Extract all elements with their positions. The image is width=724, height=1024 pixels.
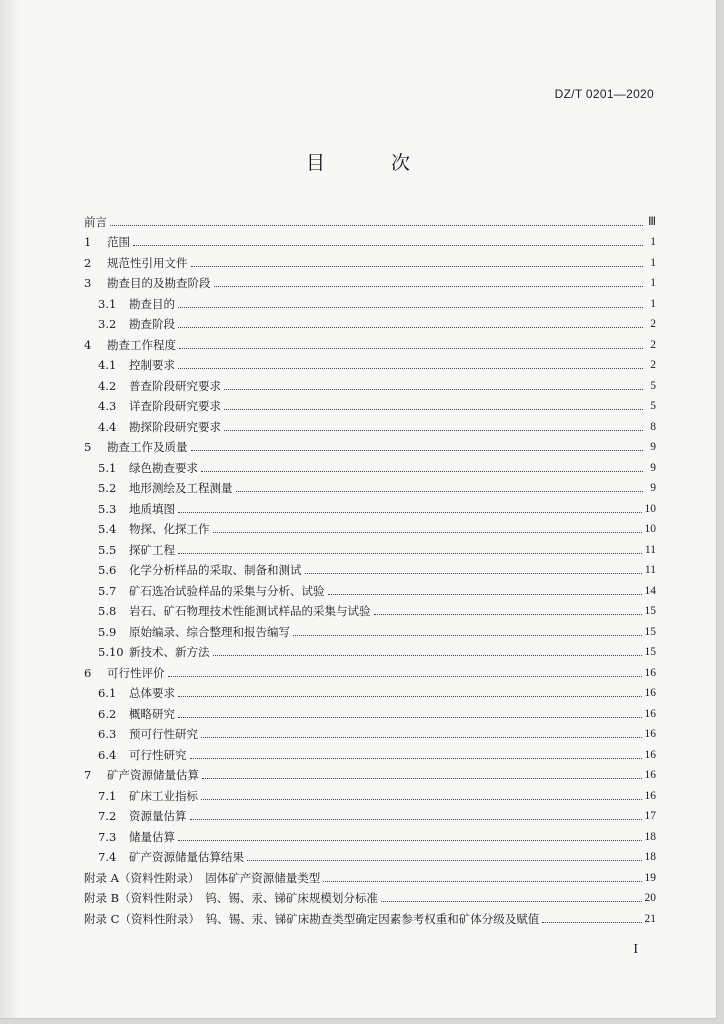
table-of-contents bbox=[84, 208, 656, 926]
toc-entry[interactable] bbox=[84, 495, 656, 516]
toc-dot-leader bbox=[110, 224, 643, 226]
toc-entry-title: 控制要求 bbox=[129, 358, 175, 372]
toc-entry-page: 2 bbox=[650, 359, 656, 371]
toc-entry-title: 详查阶段研究要求 bbox=[129, 399, 221, 413]
toc-entry[interactable] bbox=[84, 475, 656, 496]
toc-entry-title: 前言 bbox=[84, 214, 107, 229]
toc-entry[interactable] bbox=[84, 454, 656, 475]
toc-entry-page: 5 bbox=[650, 400, 656, 412]
toc-dot-leader bbox=[191, 449, 644, 451]
toc-entry-page: 16 bbox=[644, 666, 656, 679]
toc-entry[interactable] bbox=[84, 557, 656, 578]
toc-entry[interactable] bbox=[84, 270, 656, 291]
toc-entry-title: 普查阶段研究要求 bbox=[129, 378, 221, 393]
toc-entry-title: 地形测绘及工程测量 bbox=[129, 481, 233, 495]
toc-entry[interactable] bbox=[84, 598, 656, 619]
toc-entry-page: 14 bbox=[644, 584, 656, 597]
toc-entry-page: 16 bbox=[644, 789, 656, 802]
toc-entry-number: 3 bbox=[84, 276, 92, 290]
toc-entry-number: 7.3 bbox=[98, 829, 117, 844]
toc-entry-title: 矿石选冶试验样品的采集与分析、试验 bbox=[129, 583, 325, 598]
toc-entry[interactable] bbox=[84, 905, 656, 926]
toc-dot-leader bbox=[214, 285, 644, 287]
toc-entry[interactable] bbox=[84, 864, 656, 885]
toc-entry-title: 附录 B（资料性附录） 钨、锡、汞、锑矿床规模划分标准 bbox=[84, 891, 378, 905]
toc-entry-title: 新技术、新方法 bbox=[129, 645, 210, 659]
toc-entry-page: 10 bbox=[644, 502, 656, 515]
toc-dot-leader bbox=[178, 552, 642, 554]
toc-entry-title: 预可行性研究 bbox=[129, 727, 198, 741]
toc-entry-number: 5.9 bbox=[98, 624, 117, 639]
toc-dot-leader bbox=[133, 244, 643, 246]
page-number: I bbox=[633, 942, 638, 957]
toc-entry-page: 15 bbox=[644, 625, 656, 638]
toc-dot-leader bbox=[179, 347, 643, 349]
toc-entry-page: 2 bbox=[650, 318, 656, 330]
toc-entry-title: 矿产资源储量估算结果 bbox=[129, 850, 244, 864]
toc-entry-page: 16 bbox=[644, 687, 656, 699]
toc-entry-title: 勘查目的及勘查阶段 bbox=[107, 276, 211, 290]
toc-entry[interactable] bbox=[84, 290, 656, 311]
toc-dot-leader bbox=[328, 593, 642, 595]
toc-dot-leader bbox=[191, 265, 644, 267]
toc-entry-number: 5.6 bbox=[98, 563, 117, 577]
toc-dot-leader bbox=[178, 839, 642, 841]
toc-dot-leader bbox=[224, 388, 643, 390]
document-code: DZ/T 0201—2020 bbox=[554, 87, 654, 101]
toc-entry-page: 1 bbox=[650, 256, 656, 269]
toc-entry-page: 16 bbox=[644, 707, 656, 720]
toc-entry-page: 20 bbox=[644, 892, 656, 904]
toc-entry[interactable] bbox=[84, 311, 656, 332]
toc-entry-page: 9 bbox=[650, 482, 656, 494]
toc-entry-number: 6.3 bbox=[98, 727, 117, 741]
toc-entry[interactable] bbox=[84, 803, 656, 824]
toc-entry-page: 5 bbox=[650, 379, 656, 392]
toc-dot-leader bbox=[542, 921, 641, 923]
toc-entry-number: 1 bbox=[84, 235, 92, 249]
toc-dot-leader bbox=[178, 326, 643, 328]
toc-entry-title: 资源量估算 bbox=[129, 809, 187, 823]
toc-dot-leader bbox=[178, 511, 642, 513]
toc-entry-title: 范围 bbox=[107, 235, 130, 249]
toc-entry-title: 矿床工业指标 bbox=[129, 788, 198, 803]
toc-entry-title: 岩石、矿石物理技术性能测试样品的采集与试验 bbox=[129, 604, 371, 618]
toc-entry-number: 5.8 bbox=[98, 604, 117, 618]
toc-entry-number: 4.4 bbox=[98, 419, 117, 434]
toc-entry[interactable] bbox=[84, 721, 656, 742]
toc-dot-leader bbox=[213, 654, 642, 656]
toc-entry-page: 16 bbox=[644, 748, 656, 761]
toc-entry-title: 附录 A（资料性附录） 固体矿产资源储量类型 bbox=[84, 870, 321, 885]
toc-entry-title: 勘查工作及质量 bbox=[107, 440, 188, 454]
toc-entry-title: 绿色勘查要求 bbox=[129, 460, 198, 475]
toc-entry-number: 4.2 bbox=[98, 378, 117, 393]
toc-entry-title: 附录 C（资料性附录） 钨、锡、汞、锑矿床勘查类型确定因素参考权重和矿体分级及赋值 bbox=[84, 911, 540, 926]
toc-entry-number: 5.1 bbox=[98, 460, 117, 475]
toc-entry-number: 4.1 bbox=[98, 358, 117, 372]
toc-entry-page: 8 bbox=[650, 420, 656, 433]
toc-entry[interactable] bbox=[84, 782, 656, 803]
toc-entry-title: 物探、化探工作 bbox=[129, 522, 210, 536]
toc-dot-leader bbox=[178, 716, 642, 718]
toc-entry-number: 7 bbox=[84, 768, 92, 782]
toc-entry-page: 15 bbox=[644, 605, 656, 617]
toc-entry[interactable] bbox=[84, 659, 656, 680]
toc-entry-title: 可行性研究 bbox=[129, 747, 187, 762]
toc-entry-title: 概略研究 bbox=[129, 706, 175, 721]
toc-entry-title: 矿产资源储量估算 bbox=[107, 768, 199, 782]
toc-entry-title: 总体要求 bbox=[129, 686, 175, 700]
toc-entry[interactable] bbox=[84, 823, 656, 844]
toc-entry[interactable] bbox=[84, 680, 656, 701]
toc-entry[interactable] bbox=[84, 229, 656, 250]
toc-entry[interactable] bbox=[84, 393, 656, 414]
toc-dot-leader bbox=[201, 736, 642, 738]
toc-entry-page: 19 bbox=[644, 871, 656, 884]
toc-entry-number: 5.7 bbox=[98, 583, 117, 598]
toc-entry-title: 规范性引用文件 bbox=[107, 255, 188, 270]
toc-entry[interactable] bbox=[84, 352, 656, 373]
toc-dot-leader bbox=[201, 798, 642, 800]
toc-entry[interactable] bbox=[84, 372, 656, 393]
toc-entry[interactable] bbox=[84, 413, 656, 434]
toc-entry[interactable] bbox=[84, 885, 656, 906]
toc-entry[interactable] bbox=[84, 639, 656, 660]
toc-entry-title: 地质填图 bbox=[129, 501, 175, 516]
toc-entry-page: Ⅲ bbox=[648, 215, 656, 228]
toc-entry-title: 储量估算 bbox=[129, 829, 175, 844]
toc-entry-page: 9 bbox=[650, 461, 656, 474]
toc-entry[interactable] bbox=[84, 249, 656, 270]
toc-entry-title: 化学分析样品的采取、制备和测试 bbox=[129, 563, 302, 577]
toc-dot-leader bbox=[247, 859, 642, 861]
toc-dot-leader bbox=[323, 880, 641, 882]
toc-entry[interactable] bbox=[84, 434, 656, 455]
toc-entry-page: 17 bbox=[644, 810, 656, 822]
toc-entry-title: 勘查目的 bbox=[129, 296, 175, 311]
toc-dot-leader bbox=[178, 695, 642, 697]
toc-entry-title: 勘探阶段研究要求 bbox=[129, 419, 221, 434]
toc-entry-number: 3.2 bbox=[98, 317, 117, 331]
toc-entry-number: 7.2 bbox=[98, 809, 117, 823]
toc-entry[interactable] bbox=[84, 700, 656, 721]
toc-entry-page: 18 bbox=[644, 830, 656, 843]
toc-entry-page: 10 bbox=[644, 523, 656, 535]
toc-entry-number: 5.4 bbox=[98, 522, 117, 536]
toc-entry[interactable] bbox=[84, 331, 656, 352]
toc-entry-page: 9 bbox=[650, 441, 656, 453]
toc-dot-leader bbox=[178, 306, 643, 308]
toc-dot-leader bbox=[178, 367, 643, 369]
toc-entry-number: 2 bbox=[84, 255, 92, 270]
toc-entry-page: 1 bbox=[650, 236, 656, 248]
toc-entry-number: 7.1 bbox=[98, 788, 117, 803]
toc-dot-leader bbox=[293, 634, 642, 636]
toc-title: 目 次 bbox=[305, 152, 441, 174]
toc-entry-page: 1 bbox=[650, 277, 656, 289]
toc-entry-number: 4 bbox=[84, 337, 92, 352]
toc-dot-leader bbox=[213, 531, 642, 533]
toc-dot-leader bbox=[224, 408, 643, 410]
toc-entry-title: 原始编录、综合整理和报告编写 bbox=[129, 624, 290, 639]
toc-entry-number: 6.1 bbox=[98, 686, 117, 700]
toc-dot-leader bbox=[168, 675, 642, 677]
toc-entry-number: 5 bbox=[84, 440, 92, 454]
toc-entry-number: 5.3 bbox=[98, 501, 117, 516]
toc-entry-page: 11 bbox=[644, 564, 656, 576]
toc-dot-leader bbox=[374, 613, 642, 615]
toc-entry[interactable] bbox=[84, 536, 656, 557]
toc-entry[interactable] bbox=[84, 516, 656, 537]
toc-entry-number: 5.5 bbox=[98, 542, 117, 557]
toc-entry-page: 21 bbox=[644, 912, 656, 925]
toc-entry-number: 5.2 bbox=[98, 481, 117, 495]
toc-entry-page: 11 bbox=[644, 543, 656, 556]
toc-entry-page: 15 bbox=[644, 646, 656, 658]
toc-entry-title: 探矿工程 bbox=[129, 542, 175, 557]
toc-entry-page: 16 bbox=[644, 728, 656, 740]
toc-entry[interactable] bbox=[84, 762, 656, 783]
toc-entry[interactable] bbox=[84, 844, 656, 865]
toc-entry-number: 6.2 bbox=[98, 706, 117, 721]
toc-dot-leader bbox=[201, 470, 643, 472]
toc-entry-number: 6.4 bbox=[98, 747, 117, 762]
toc-dot-leader bbox=[224, 429, 643, 431]
toc-entry[interactable] bbox=[84, 577, 656, 598]
toc-entry-title: 勘查工作程度 bbox=[107, 337, 176, 352]
toc-entry-number: 6 bbox=[84, 665, 92, 680]
toc-entry[interactable] bbox=[84, 208, 656, 229]
toc-entry-title: 可行性评价 bbox=[107, 665, 165, 680]
toc-entry[interactable] bbox=[84, 618, 656, 639]
toc-entry-number: 3.1 bbox=[98, 296, 117, 311]
toc-dot-leader bbox=[190, 818, 642, 820]
toc-entry-page: 2 bbox=[650, 338, 656, 351]
toc-entry-number: 4.3 bbox=[98, 399, 117, 413]
toc-entry-number: 7.4 bbox=[98, 850, 117, 864]
toc-dot-leader bbox=[190, 757, 642, 759]
toc-dot-leader bbox=[202, 777, 642, 779]
toc-dot-leader bbox=[305, 572, 642, 574]
toc-entry-page: 1 bbox=[650, 297, 656, 310]
toc-entry-page: 18 bbox=[644, 851, 656, 863]
toc-dot-leader bbox=[381, 900, 642, 902]
toc-entry[interactable] bbox=[84, 741, 656, 762]
toc-dot-leader bbox=[236, 490, 644, 492]
toc-entry-number: 5.10 bbox=[98, 645, 124, 659]
toc-entry-title: 勘查阶段 bbox=[129, 317, 175, 331]
toc-entry-page: 16 bbox=[644, 769, 656, 781]
